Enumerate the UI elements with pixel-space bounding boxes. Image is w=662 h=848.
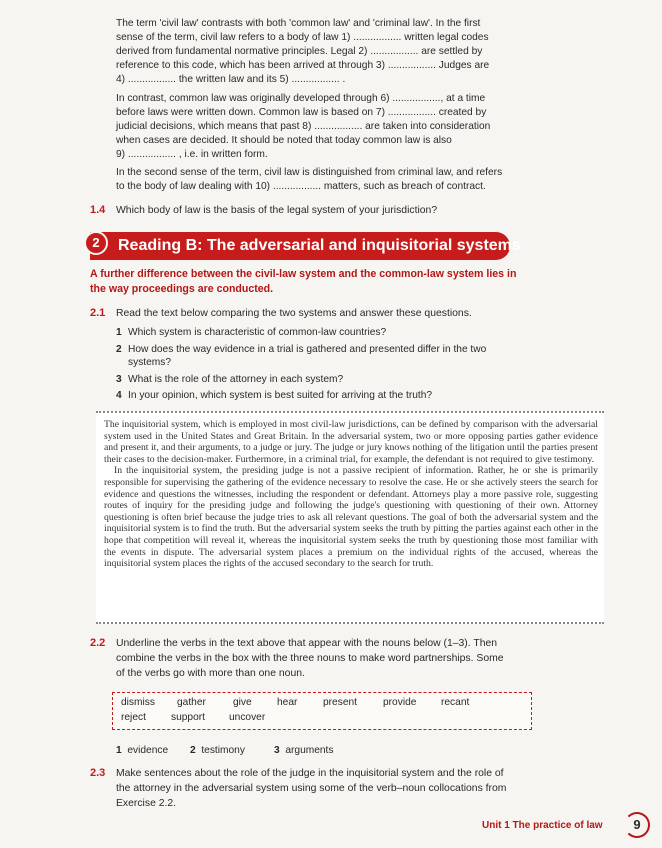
noun-item (116, 745, 168, 756)
noun-item (190, 745, 245, 756)
cloze-line: sense of the term, civil law refers to a body of law 1) ................. written legal codes (116, 32, 489, 43)
exercise-number: 1.4 (90, 204, 106, 216)
section-title: Reading B: The adversarial and inquisitorial systems (118, 237, 521, 254)
section-intro: A further difference between the civil-law system and the common-law system lies in the way proceedings are conducted. (90, 268, 517, 295)
exercise-instruction-line: Underline the verbs in the text above that appear with the nouns below (1–3). Then (116, 638, 498, 649)
exercise-instruction-line: the attorney in the adversarial system using some of the verb–noun collocations from (116, 783, 507, 794)
verb-box (112, 692, 532, 730)
question-number: 3 (116, 374, 122, 385)
question-text: What is the role of the attorney in each system? (128, 374, 344, 385)
reading-text-box (96, 411, 604, 624)
cloze-line: before laws were written down. Common law is based on 7) ................. created by (116, 107, 487, 118)
cloze-line: derived from fundamental normative principles. Legal 2) ................. are settled by (116, 46, 483, 57)
noun-text: evidence (127, 745, 169, 756)
question-text: How does the way evidence in a trial is gathered and presented differ in the two (128, 344, 487, 355)
exercise-instruction-line: Exercise 2.2. (116, 798, 177, 809)
cloze-line: reference to this code, which has been arrived at through 3) ................. Judges are (116, 60, 490, 71)
cloze-line: The term 'civil law' contrasts with both 'common law' and 'criminal law'. In the first (116, 18, 481, 29)
cloze-line: In the second sense of the term, civil law is distinguished from criminal law, and refers (116, 167, 503, 178)
verb-word: reject (121, 712, 146, 723)
question-item (116, 343, 486, 356)
exercise-instruction-line: of the verbs go with more than one noun. (116, 668, 305, 679)
cloze-line: 9) ................. , i.e. in written form. (116, 149, 268, 160)
question-item (116, 389, 432, 402)
verb-word: dismiss (121, 697, 155, 708)
exercise-number: 2.2 (90, 637, 106, 649)
page-number: 9 (624, 812, 650, 838)
exercise-instruction-line: Make sentences about the role of the judge in the inquisitorial system and the role of (116, 768, 504, 779)
verb-word: give (233, 697, 252, 708)
cloze-line: judicial decisions, which means that past 8) ................. are taken into consideration (116, 121, 491, 132)
question-item-continued (128, 356, 171, 369)
cloze-line: when cases are decided. It should be noted that today common law is also (116, 135, 452, 146)
noun-number: 1 (116, 745, 122, 756)
unit-footer: Unit 1 The practice of law (482, 820, 603, 831)
noun-item (274, 745, 333, 756)
question-text: systems? (128, 357, 172, 368)
question-item (116, 373, 343, 386)
question-text: In your opinion, which system is best suited for arriving at the truth? (128, 390, 433, 401)
exercise-number: 2.3 (90, 767, 106, 779)
verb-word: hear (277, 697, 298, 708)
question-item (116, 326, 386, 339)
verb-word: support (171, 712, 205, 723)
noun-number: 3 (274, 745, 280, 756)
verb-word: gather (177, 697, 206, 708)
exercise-instruction-line: combine the verbs in the box with the three nouns to make word partnerships. Some (116, 653, 504, 664)
verb-word: recant (441, 697, 470, 708)
noun-text: arguments (285, 745, 334, 756)
question-number: 2 (116, 344, 122, 355)
exercise-instruction: Read the text below comparing the two systems and answer these questions. (116, 308, 472, 319)
question-number: 4 (116, 390, 122, 401)
cloze-line: 4) ................. the written law and its 5) ................. . (116, 74, 346, 85)
noun-number: 2 (190, 745, 196, 756)
question-number: 1 (116, 327, 122, 338)
verb-word: provide (383, 697, 417, 708)
question-text: Which system is characteristic of common-law countries? (128, 327, 387, 338)
cloze-line: to the body of law dealing with 10) ................. matters, such as breach of contract. (116, 181, 486, 192)
reading-paragraph: In the inquisitorial system, the presiding judge is not a passive recipient of information. Rather, he or she is primarily responsible for supervising the gathering of the evidence necessary to resolve the case. He or she actively steers the search for evidence and questions the witnesses, including the respondent or defendant. Attorneys play a more passive role, suggesting routes of inquiry for the presiding judge and following the judge's questioning with questioning of their own. Attorney questioning is often brief because the judge tries to ask all relevant questions. The goal of both the adversarial system and the inquisitorial system is to find the truth. But the adversarial system seeks the truth by pitting the parties against each other in the hope that competition will reveal it, whereas the inquisitorial system seeks the truth by questioning those most familiar with the events in dispute. The adversarial system places a premium on the individual rights of the accused, whereas the inquisitorial system places the rights of the accused secondary to the search for truth. (104, 465, 598, 570)
cloze-line: In contrast, common law was originally developed through 6) ................., at a time (116, 93, 486, 104)
noun-text: testimony (201, 745, 245, 756)
verb-word: present (323, 697, 357, 708)
section-number-badge: 2 (84, 231, 108, 255)
verb-word: uncover (229, 712, 266, 723)
exercise-instruction: Which body of law is the basis of the legal system of your jurisdiction? (116, 205, 438, 216)
reading-paragraph: The inquisitorial system, which is employed in most civil-law jurisdictions, can be defined by comparison with the adversarial system used in the United States and Great Britain. In the adversarial system, two or more opposing parties gather evidence and present it, and their arguments, to a judge or jury. The judge or jury knows nothing of the litigation until the parties present their cases to the decision-maker. Furthermore, in a criminal trial, for example, the defendant is not required to give testimony. (104, 419, 598, 465)
exercise-number: 2.1 (90, 307, 106, 319)
